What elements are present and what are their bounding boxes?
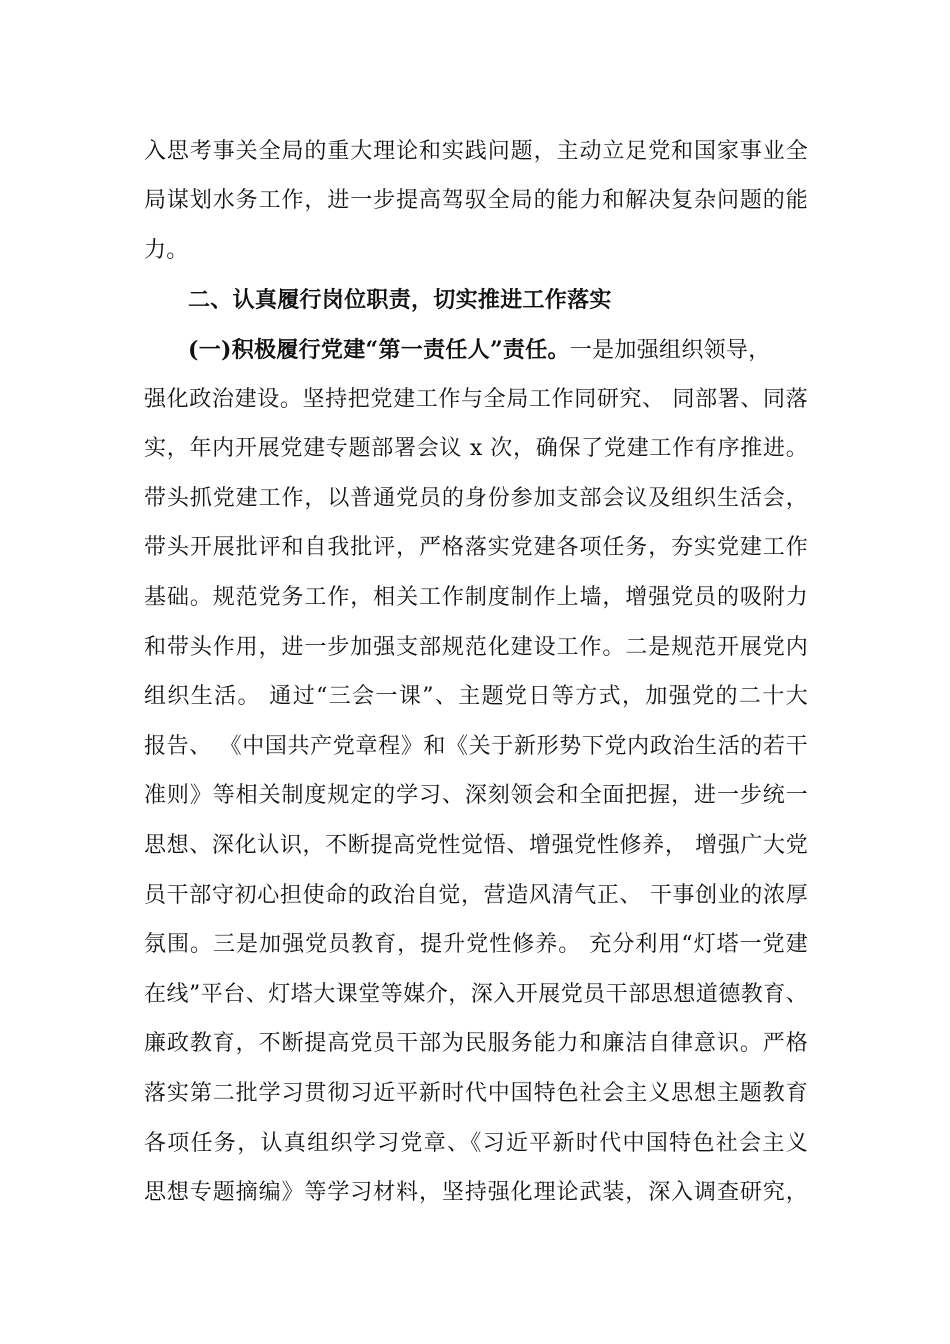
text-line-20: 落实第二批学习贯彻习近平新时代中国特色社会主义思想主题教育 <box>144 1081 808 1106</box>
text-line-13: 报告、 《中国共产党章程》和《关于新形势下党内政治生活的若干 <box>144 734 808 759</box>
text-line-11: 和带头作用，进一步加强支部规范化建设工作。二是规范开展党内 <box>144 635 808 660</box>
text-line-17: 氛围。三是加强党员教育，提升党性修养。 充分利用“灯塔一党建 <box>144 932 808 957</box>
text-line-15: 思想、深化认识，不断提高党性觉悟、增强党性修养， 增强广大党 <box>144 833 808 858</box>
text-line-5-rest: 一是加强组织领导， <box>569 338 771 363</box>
text-line-3: 力。 <box>144 238 189 263</box>
text-line-8: 带头抓党建工作，以普通党员的身份参加支部会议及组织生活会， <box>144 486 808 511</box>
text-line-16: 员干部守初心担使命的政治自觉，营造风清气正、 干事创业的浓厚 <box>144 883 808 908</box>
text-line-7: 实，年内开展党建专题部署会议 x 次，确保了党建工作有序推进。 <box>144 436 808 461</box>
section-heading: 二、认真履行岗位职责，切实推进工作落实 <box>188 287 612 313</box>
text-line-5 <box>188 330 808 370</box>
text-line-10: 基础。规范党务工作，相关工作制度制作上墙，增强党员的吸附力 <box>144 585 808 610</box>
text-line-19: 廉政教育，不断提高党员干部为民服务能力和廉洁自律意识。严格 <box>144 1031 808 1056</box>
text-line-9: 带头开展批评和自我批评，严格落实党建各项任务，夯实党建工作 <box>144 535 808 560</box>
subsection-heading: (一)积极履行党建“第一责任人”责任。 <box>188 337 570 363</box>
text-line-22: 思想专题摘编》等学习材料，坚持强化理论武装，深入调查研究， <box>144 1180 808 1205</box>
text-line-2: 局谋划水务工作，进一步提高驾驭全局的能力和解决复杂问题的能 <box>144 188 808 213</box>
text-line-18: 在线”平台、灯塔大课堂等媒介，深入开展党员干部思想道德教育、 <box>144 982 808 1007</box>
text-line-14: 准则》等相关制度规定的学习、深刻领会和全面把握，进一步统一 <box>144 783 808 808</box>
text-line-12: 组织生活。 通过“三会一课”、主题党日等方式，加强党的二十大 <box>144 684 808 709</box>
text-line-1: 入思考事关全局的重大理论和实践问题，主动立足党和国家事业全 <box>144 139 808 164</box>
text-line-6: 强化政治建设。坚持把党建工作与全局工作同研究、 同部署、同落 <box>144 387 808 412</box>
text-line-21: 各项任务，认真组织学习党章、《习近平新时代中国特色社会主义 <box>144 1131 808 1156</box>
